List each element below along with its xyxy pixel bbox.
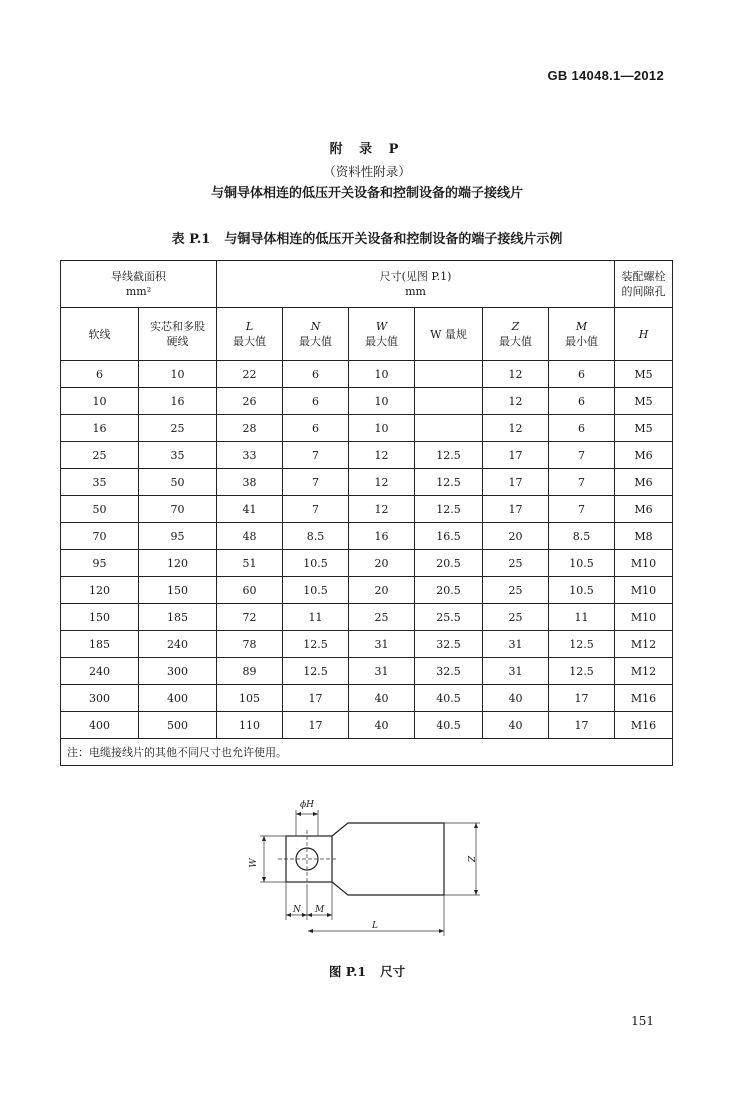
table-cell: 25 — [483, 550, 549, 577]
table-cell: M10 — [615, 550, 673, 577]
table-cell: 20 — [349, 577, 415, 604]
table-cell: 12 — [483, 361, 549, 388]
table-cell: 40.5 — [415, 685, 483, 712]
table-cell: 70 — [139, 496, 217, 523]
table-cell: 12.5 — [283, 631, 349, 658]
header-W-sub: 最大值 — [365, 335, 398, 348]
table-cell: 32.5 — [415, 631, 483, 658]
header-H: H — [615, 308, 673, 361]
table-cell: 240 — [61, 658, 139, 685]
label-W: W — [249, 858, 259, 868]
table-note: 注：电缆接线片的其他不同尺寸也允许使用。 — [61, 739, 673, 766]
table-cell: M12 — [615, 631, 673, 658]
table-row — [61, 388, 673, 415]
table-cell: 6 — [61, 361, 139, 388]
figure-caption-number: 图 P.1 — [328, 964, 367, 979]
table-cell: 10.5 — [283, 550, 349, 577]
table-cell: 40 — [349, 712, 415, 739]
header-N-sub: 最大值 — [299, 335, 332, 348]
header-W-symbol: W — [375, 320, 388, 333]
table-cell: 150 — [139, 577, 217, 604]
table-row — [61, 577, 673, 604]
table-cell: M12 — [615, 658, 673, 685]
table-cell: 95 — [139, 523, 217, 550]
table-cell: 16 — [61, 415, 139, 442]
table-cell: 185 — [61, 631, 139, 658]
table-cell: 26 — [217, 388, 283, 415]
header-conductor-section — [61, 261, 217, 308]
table-cell: 10 — [349, 388, 415, 415]
table-cell: 12.5 — [549, 658, 615, 685]
label-N: N — [293, 905, 301, 915]
table-cell: 31 — [483, 631, 549, 658]
table-cell: 12 — [349, 496, 415, 523]
table-row — [61, 658, 673, 685]
figure-caption — [0, 962, 734, 980]
table-cell: 17 — [483, 496, 549, 523]
table-cell: 25.5 — [415, 604, 483, 631]
table-row — [61, 442, 673, 469]
header-bolt-label-2: 的间隙孔 — [621, 285, 666, 298]
table-cell: 7 — [283, 496, 349, 523]
table-cell: 300 — [61, 685, 139, 712]
table-cell: 400 — [139, 685, 217, 712]
header-conductor-label: 导线截面积 — [111, 270, 166, 283]
table-cell: 25 — [349, 604, 415, 631]
lug-dimension-figure — [248, 790, 488, 940]
table-note-row — [61, 739, 673, 766]
table-cell: 300 — [139, 658, 217, 685]
table-cell: 12 — [483, 388, 549, 415]
table-cell: 8.5 — [283, 523, 349, 550]
table-cell: 20.5 — [415, 550, 483, 577]
table-cell: 12.5 — [415, 469, 483, 496]
header-solid — [139, 308, 217, 361]
table-cell: 17 — [283, 712, 349, 739]
table-cell: 12 — [483, 415, 549, 442]
table-cell: 40 — [483, 685, 549, 712]
table-cell: 20.5 — [415, 577, 483, 604]
header-flexible: 软线 — [61, 308, 139, 361]
table-cell: 10.5 — [549, 577, 615, 604]
table-cell: 31 — [483, 658, 549, 685]
table-cell: 17 — [549, 712, 615, 739]
label-Z: Z — [465, 855, 475, 863]
table-cell: 25 — [483, 604, 549, 631]
header-Z-symbol: Z — [511, 320, 520, 333]
table-cell: 10 — [139, 361, 217, 388]
table-cell: 12 — [349, 442, 415, 469]
table-caption — [0, 228, 734, 247]
table-cell: 12.5 — [549, 631, 615, 658]
table-row — [61, 631, 673, 658]
header-L — [217, 308, 283, 361]
table-cell: M5 — [615, 415, 673, 442]
table-cell: 10.5 — [549, 550, 615, 577]
table-cell: 6 — [283, 388, 349, 415]
table-cell: 6 — [549, 361, 615, 388]
table-cell: 89 — [217, 658, 283, 685]
table-row — [61, 469, 673, 496]
table-cell: 60 — [217, 577, 283, 604]
table-cell: 70 — [61, 523, 139, 550]
table-cell: 35 — [139, 442, 217, 469]
table-row — [61, 361, 673, 388]
table-cell: 6 — [283, 361, 349, 388]
table-cell: M5 — [615, 388, 673, 415]
table-cell: 6 — [549, 388, 615, 415]
table-cell: 500 — [139, 712, 217, 739]
table-row — [61, 550, 673, 577]
header-L-symbol: L — [245, 320, 254, 333]
lug-drawing — [248, 790, 488, 940]
table-cell: 51 — [217, 550, 283, 577]
table-row — [61, 496, 673, 523]
table-row — [61, 604, 673, 631]
table-caption-number: 表 P.1 — [171, 232, 211, 247]
table-cell: M6 — [615, 469, 673, 496]
terminal-lug-table — [60, 260, 673, 766]
header-M-sub: 最小值 — [565, 335, 598, 348]
table-cell: 95 — [61, 550, 139, 577]
table-cell: 20 — [349, 550, 415, 577]
table-cell — [415, 361, 483, 388]
table-row — [61, 685, 673, 712]
header-bolt — [615, 261, 673, 308]
table-cell: 78 — [217, 631, 283, 658]
table-cell: 120 — [139, 550, 217, 577]
table-cell: M10 — [615, 577, 673, 604]
table-cell: 16.5 — [415, 523, 483, 550]
header-solid-line1: 实芯和多股 — [150, 320, 205, 333]
table-cell: 33 — [217, 442, 283, 469]
header-conductor-unit: mm² — [125, 285, 152, 298]
table-cell: 72 — [217, 604, 283, 631]
table-cell: 32.5 — [415, 658, 483, 685]
table-cell: 48 — [217, 523, 283, 550]
table-header-row-2 — [61, 308, 673, 361]
table-cell: 28 — [217, 415, 283, 442]
table-cell: M16 — [615, 685, 673, 712]
table-row — [61, 523, 673, 550]
table-cell: 10 — [61, 388, 139, 415]
table-cell: 7 — [549, 469, 615, 496]
table-cell: 110 — [217, 712, 283, 739]
table-cell: 31 — [349, 631, 415, 658]
appendix-subtitle: （资料性附录） — [323, 164, 411, 179]
standard-code: GB 14048.1—2012 — [547, 68, 664, 83]
table-cell: 40 — [349, 685, 415, 712]
page-number: 151 — [631, 1014, 654, 1028]
header-dimensions — [217, 261, 615, 308]
table-cell: 20 — [483, 523, 549, 550]
table-cell: 41 — [217, 496, 283, 523]
header-N-symbol: N — [310, 320, 321, 333]
table-row — [61, 712, 673, 739]
table-cell: 240 — [139, 631, 217, 658]
table-cell: 7 — [283, 442, 349, 469]
table-cell: 10.5 — [283, 577, 349, 604]
table-cell: 25 — [483, 577, 549, 604]
table-cell: 11 — [549, 604, 615, 631]
table-cell: 12 — [349, 469, 415, 496]
table-cell: 50 — [61, 496, 139, 523]
table-cell: 17 — [283, 685, 349, 712]
table-cell: 16 — [139, 388, 217, 415]
header-N — [283, 308, 349, 361]
appendix-title-block — [0, 140, 734, 204]
appendix-name: 与铜导体相连的低压开关设备和控制设备的端子接线片 — [210, 186, 523, 201]
header-dimensions-label: 尺寸(见图 P.1) — [379, 270, 452, 283]
table-cell: 17 — [549, 685, 615, 712]
table-cell: 25 — [61, 442, 139, 469]
table-cell: 11 — [283, 604, 349, 631]
header-W-gauge: W 量规 — [415, 308, 483, 361]
table-cell: 105 — [217, 685, 283, 712]
header-M-symbol: M — [575, 320, 588, 333]
table-cell: M6 — [615, 496, 673, 523]
table-cell — [415, 415, 483, 442]
header-solid-line2: 硬线 — [166, 335, 189, 348]
table-cell: M10 — [615, 604, 673, 631]
table-cell: 17 — [483, 469, 549, 496]
table-cell: 7 — [283, 469, 349, 496]
table-cell: 22 — [217, 361, 283, 388]
table-cell: 12.5 — [415, 442, 483, 469]
table-cell: M8 — [615, 523, 673, 550]
table-cell: 16 — [349, 523, 415, 550]
header-Z-sub: 最大值 — [499, 335, 532, 348]
appendix-title: 附 录 P — [329, 142, 405, 157]
table-cell: 6 — [283, 415, 349, 442]
header-bolt-label-1: 装配螺栓 — [621, 270, 666, 283]
header-M — [549, 308, 615, 361]
table-cell: 38 — [217, 469, 283, 496]
header-L-sub: 最大值 — [233, 335, 266, 348]
table-cell: 12.5 — [283, 658, 349, 685]
label-M: M — [315, 905, 325, 915]
table-cell: 8.5 — [549, 523, 615, 550]
table-row — [61, 415, 673, 442]
table-cell: 35 — [61, 469, 139, 496]
header-W — [349, 308, 415, 361]
table-cell: 150 — [61, 604, 139, 631]
table-cell: 7 — [549, 496, 615, 523]
table-cell: 10 — [349, 415, 415, 442]
table-cell: 185 — [139, 604, 217, 631]
figure-caption-text: 尺寸 — [380, 964, 406, 979]
table-cell: 31 — [349, 658, 415, 685]
table-cell: 25 — [139, 415, 217, 442]
label-phiH: ϕH — [300, 800, 314, 810]
table-cell: M5 — [615, 361, 673, 388]
table-cell: 40 — [483, 712, 549, 739]
lug-barrel-outline — [332, 823, 444, 895]
table-cell: 400 — [61, 712, 139, 739]
table-cell: 7 — [549, 442, 615, 469]
header-dimensions-unit: mm — [405, 285, 426, 298]
table-cell: M16 — [615, 712, 673, 739]
table-cell: 6 — [549, 415, 615, 442]
table-cell: 10 — [349, 361, 415, 388]
table-cell: 50 — [139, 469, 217, 496]
table-cell: 12.5 — [415, 496, 483, 523]
label-L: L — [372, 921, 378, 931]
table-caption-text: 与铜导体相连的低压开关设备和控制设备的端子接线片示例 — [224, 232, 563, 247]
table-cell — [415, 388, 483, 415]
table-header-row-1 — [61, 261, 673, 308]
header-Z — [483, 308, 549, 361]
table-cell: 120 — [61, 577, 139, 604]
table-cell: M6 — [615, 442, 673, 469]
table-cell: 40.5 — [415, 712, 483, 739]
table-cell: 17 — [483, 442, 549, 469]
